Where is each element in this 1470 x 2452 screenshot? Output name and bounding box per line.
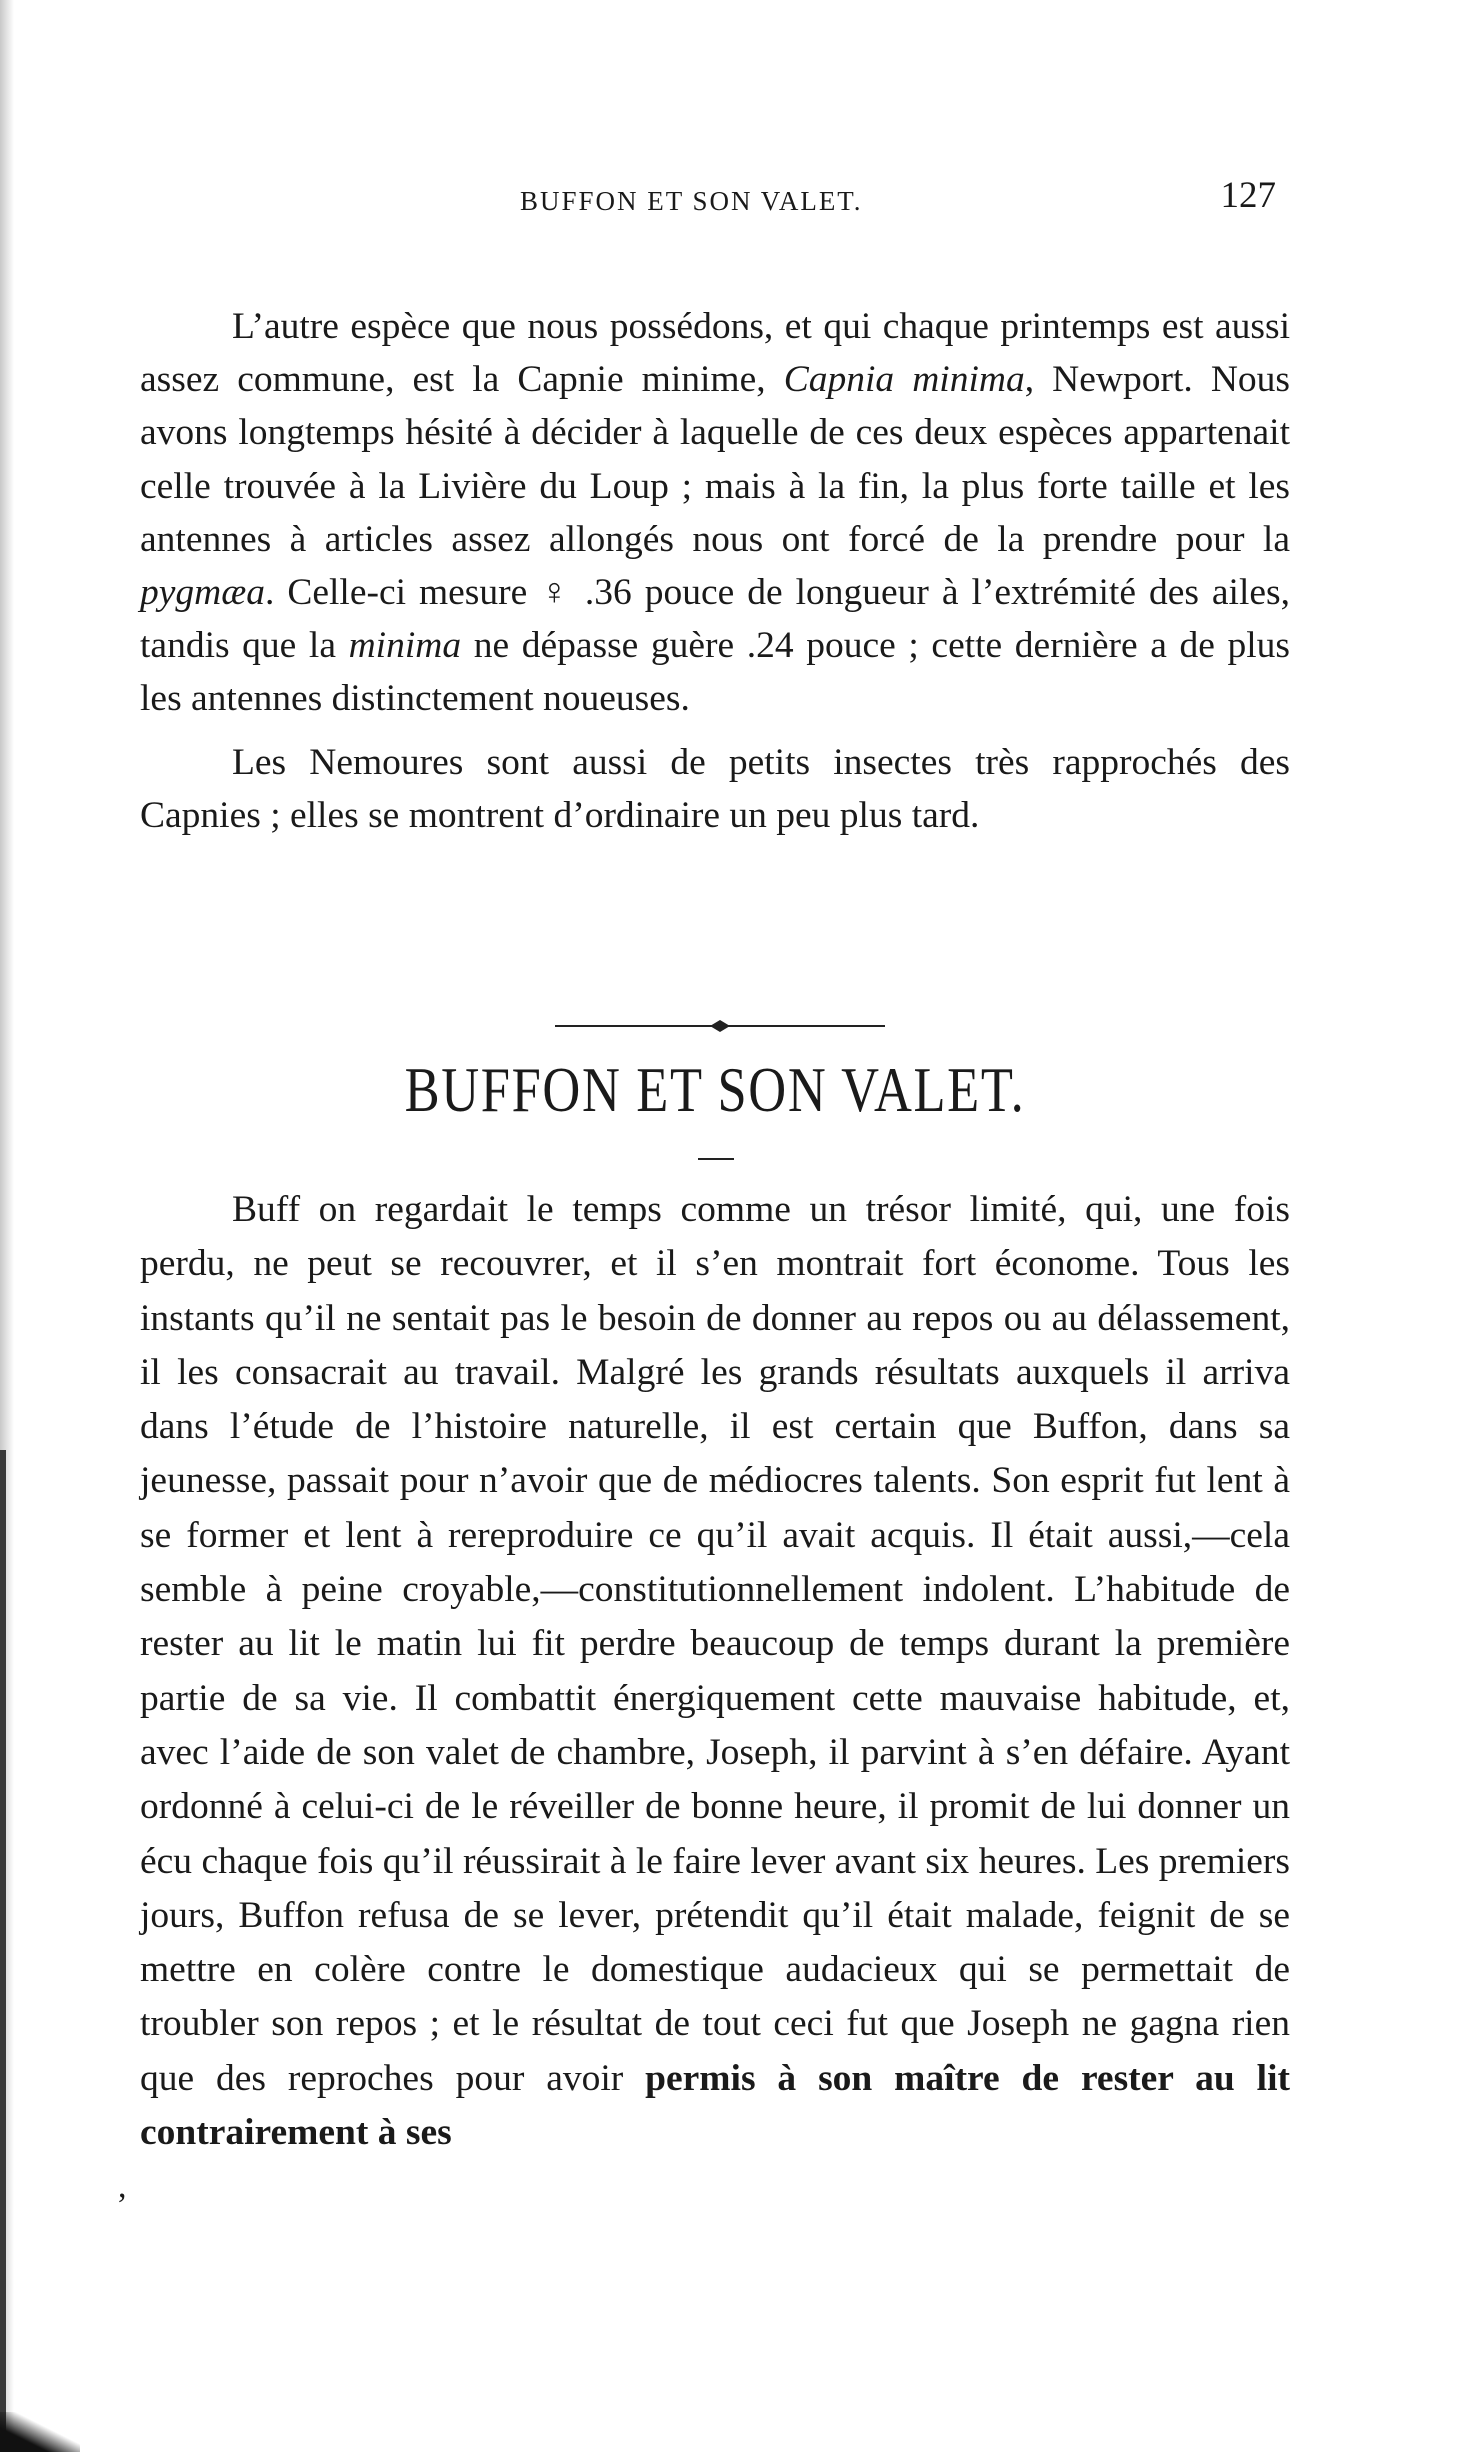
paragraph-nemoures: Les Nemoures sont aussi de petits insectes très rapprochés des Capnies ; elles se montrent d’ordinaire un peu plus tard. bbox=[140, 741, 1290, 836]
page-binding-edge bbox=[0, 1450, 6, 2452]
section-title: BUFFON ET SON VALET. bbox=[404, 1054, 1026, 1125]
paragraph-text: , Newport. Nous avons longtemps hésité à décider à laquelle de ces deux espèces appartenait celle trouvée à la Livière du Loup ; mais à la fin, la plus forte taille et les antennes à articles assez allongés nous ont forcé de la prendre pour la bbox=[140, 359, 1291, 560]
paragraph-text: L’autre espèce que nous possédons, et qui chaque printemps est aussi assez commune, est la Capnie minime, bbox=[140, 306, 1290, 401]
book-page bbox=[140, 170, 1291, 2154]
paragraph-text: ne dépasse guère .24 pouce ; cette dernière a de plus les antennes distinctement noueuses. bbox=[140, 625, 1290, 720]
species-name-italic: minima bbox=[348, 625, 462, 667]
running-head bbox=[140, 170, 1290, 230]
page-number: 127 bbox=[1220, 175, 1276, 216]
paragraph-capnie bbox=[140, 300, 1290, 726]
title-underline-rule bbox=[698, 1158, 734, 1160]
section-divider-ornament bbox=[555, 1015, 885, 1037]
species-name-italic: Capnia minima bbox=[783, 359, 1025, 401]
running-title: BUFFON ET SON VALET. bbox=[520, 186, 863, 216]
paragraph-buffon bbox=[140, 1183, 1290, 2160]
species-name-italic: pygmæa bbox=[140, 572, 265, 614]
paragraph-last-line: permis à son maître de rester au lit contrairement à ses bbox=[140, 2057, 1290, 2154]
margin-comma-mark: , bbox=[118, 2168, 127, 2205]
paragraph-text: . Celle-ci mesure ♀ .36 pouce de longueur à l’extrémité des ailes, tandis que la bbox=[140, 572, 1290, 667]
page-corner-shadow bbox=[0, 2412, 80, 2452]
paragraph-text: Buff on regardait le temps comme un trésor limité, qui, une fois perdu, ne peut se recouvrer, et il s’en montrait fort économe. Tous les instants qu’il ne sentait pas le besoin de donner au repos ou au délassement, il les consacrait au travail. Malgré les grands résultats auxquels il arriva dans l’étude de l’histoire naturelle, il est certain que Buffon, dans sa jeunesse, passait pour n’avoir que de médiocres talents. Son esprit fut lent à se former et lent à rereproduire ce qu’il avait acquis. Il était aussi,—cela semble à peine croyable,—constitutionnellement indolent. L’habitude de rester au lit le matin lui fit perdre beaucoup de temps durant la première partie de sa vie. Il combattit énergiquement cette mauvaise habitude, et, avec l’aide de son valet de chambre, Joseph, il parvint à s’en défaire. Ayant ordonné à celui-ci de le réveiller de bonne heure, il promit de lui donner un écu chaque fois qu’il réussirait à le faire lever avant six heures. Les premiers jours, Buffon refusa de se lever, prétendit qu’il était malade, feignit de se mettre en colère contre le domestique audacieux qui se permettait de troubler son repos ; et le résultat de tout ceci fut que Joseph ne gagna rien que des reproches pour avoir bbox=[140, 1189, 1290, 2099]
